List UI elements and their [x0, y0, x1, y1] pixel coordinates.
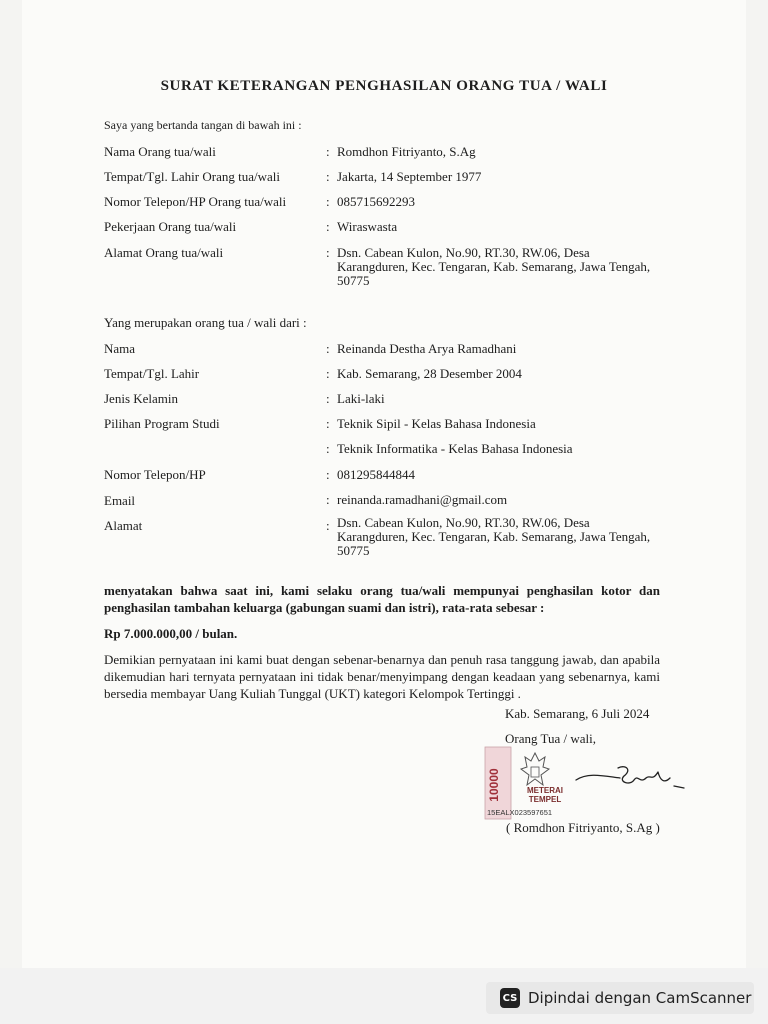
camscanner-icon: CS: [500, 988, 520, 1008]
child-program-1-value: Teknik Sipil - Kelas Bahasa Indonesia: [337, 416, 536, 431]
closing-paragraph: Demikian pernyataan ini kami buat dengan sebenar-benarnya dan penuh rasa tanggung jawab, dan apabila dikemudian hari ternyata pernyataan ini tidak benar/menyimpang dengan keadaan yang sebenarnya, kami bersedia membayar Uang Kuliah Tunggal (UKT) kategori Kelompok Tertinggi .: [104, 652, 660, 701]
garuda-emblem-icon: [521, 753, 549, 785]
parent-birth-value: Jakarta, 14 September 1977: [337, 169, 482, 184]
parent-address-value: [337, 246, 677, 288]
parent-job-value: Wiraswasta: [337, 219, 398, 234]
stamp-serial: 15EALX023597651: [487, 808, 553, 817]
colon: :: [326, 245, 330, 260]
colon: :: [326, 366, 330, 381]
child-address-value: [337, 516, 677, 558]
child-email-label: Email: [104, 493, 136, 508]
handwritten-signature: [574, 758, 686, 798]
colon: :: [326, 341, 330, 356]
camscanner-badge: [486, 982, 754, 1014]
stamp-title-1: METERAI: [527, 786, 563, 795]
child-birth-value: Kab. Semarang, 28 Desember 2004: [337, 366, 522, 381]
child-intro-text: Yang merupakan orang tua / wali dari :: [104, 315, 307, 330]
parent-address-line-1: Dsn. Cabean Kulon, No.90, RT.30, RW.06, Desa: [337, 245, 590, 260]
colon: :: [326, 169, 330, 184]
child-address-line-1: Dsn. Cabean Kulon, No.90, RT.30, RW.06, Desa: [337, 515, 590, 530]
child-phone-value: 081295844844: [337, 467, 415, 482]
colon: :: [326, 518, 330, 533]
colon: :: [326, 492, 330, 507]
child-address-line-3: 50775: [337, 543, 370, 558]
colon: :: [326, 391, 330, 406]
meterai-stamp: [483, 745, 587, 823]
child-phone-label: Nomor Telepon/HP: [104, 467, 206, 482]
parent-phone-value: 085715692293: [337, 194, 415, 209]
stamp-value: 10000: [487, 768, 501, 802]
colon: :: [326, 219, 330, 234]
child-gender-label: Jenis Kelamin: [104, 391, 179, 406]
colon: :: [326, 144, 330, 159]
colon: :: [326, 467, 330, 482]
parent-address-label: Alamat Orang tua/wali: [104, 245, 224, 260]
place-date: Kab. Semarang, 6 Juli 2024: [505, 706, 650, 721]
child-program-label: Pilihan Program Studi: [104, 416, 220, 431]
colon: :: [326, 441, 330, 456]
parent-job-label: Pekerjaan Orang tua/wali: [104, 219, 237, 234]
child-email-value: reinanda.ramadhani@gmail.com: [337, 492, 508, 507]
child-program-2-value: Teknik Informatika - Kelas Bahasa Indonesia: [337, 441, 573, 456]
parent-phone-label: Nomor Telepon/HP Orang tua/wali: [104, 194, 287, 209]
parent-address-line-2: Karangduren, Kec. Tengaran, Kab. Semarang, Jawa Tengah,: [337, 259, 651, 274]
child-birth-label: Tempat/Tgl. Lahir: [104, 366, 200, 381]
child-address-label: Alamat: [104, 518, 143, 533]
child-name-value: Reinanda Destha Arya Ramadhani: [337, 341, 517, 356]
parent-name-label: Nama Orang tua/wali: [104, 144, 216, 159]
child-address-line-2: Karangduren, Kec. Tengaran, Kab. Semarang, Jawa Tengah,: [337, 529, 651, 544]
camscanner-text: Dipindai dengan CamScanner: [528, 989, 752, 1007]
colon: :: [326, 416, 330, 431]
parent-birth-label: Tempat/Tgl. Lahir Orang tua/wali: [104, 169, 280, 184]
parent-address-line-3: 50775: [337, 273, 370, 288]
statement-paragraph: menyatakan bahwa saat ini, kami selaku orang tua/wali mempunyai penghasilan kotor dan penghasilan tambahan keluarga (gabungan suami dan istri), rata-rata sebesar :: [104, 583, 660, 615]
document-title: SURAT KETERANGAN PENGHASILAN ORANG TUA / WALI: [160, 78, 608, 94]
child-name-label: Nama: [104, 341, 136, 356]
signer-role: Orang Tua / wali,: [505, 731, 596, 746]
intro-text: Saya yang bertanda tangan di bawah ini :: [104, 118, 302, 132]
child-gender-value: Laki-laki: [337, 391, 385, 406]
signer-name: ( Romdhon Fitriyanto, S.Ag ): [506, 820, 660, 835]
parent-name-value: Romdhon Fitriyanto, S.Ag: [337, 144, 476, 159]
colon: :: [326, 194, 330, 209]
income-amount: Rp 7.000.000,00 / bulan.: [104, 626, 238, 641]
stamp-title-2: TEMPEL: [528, 795, 562, 804]
